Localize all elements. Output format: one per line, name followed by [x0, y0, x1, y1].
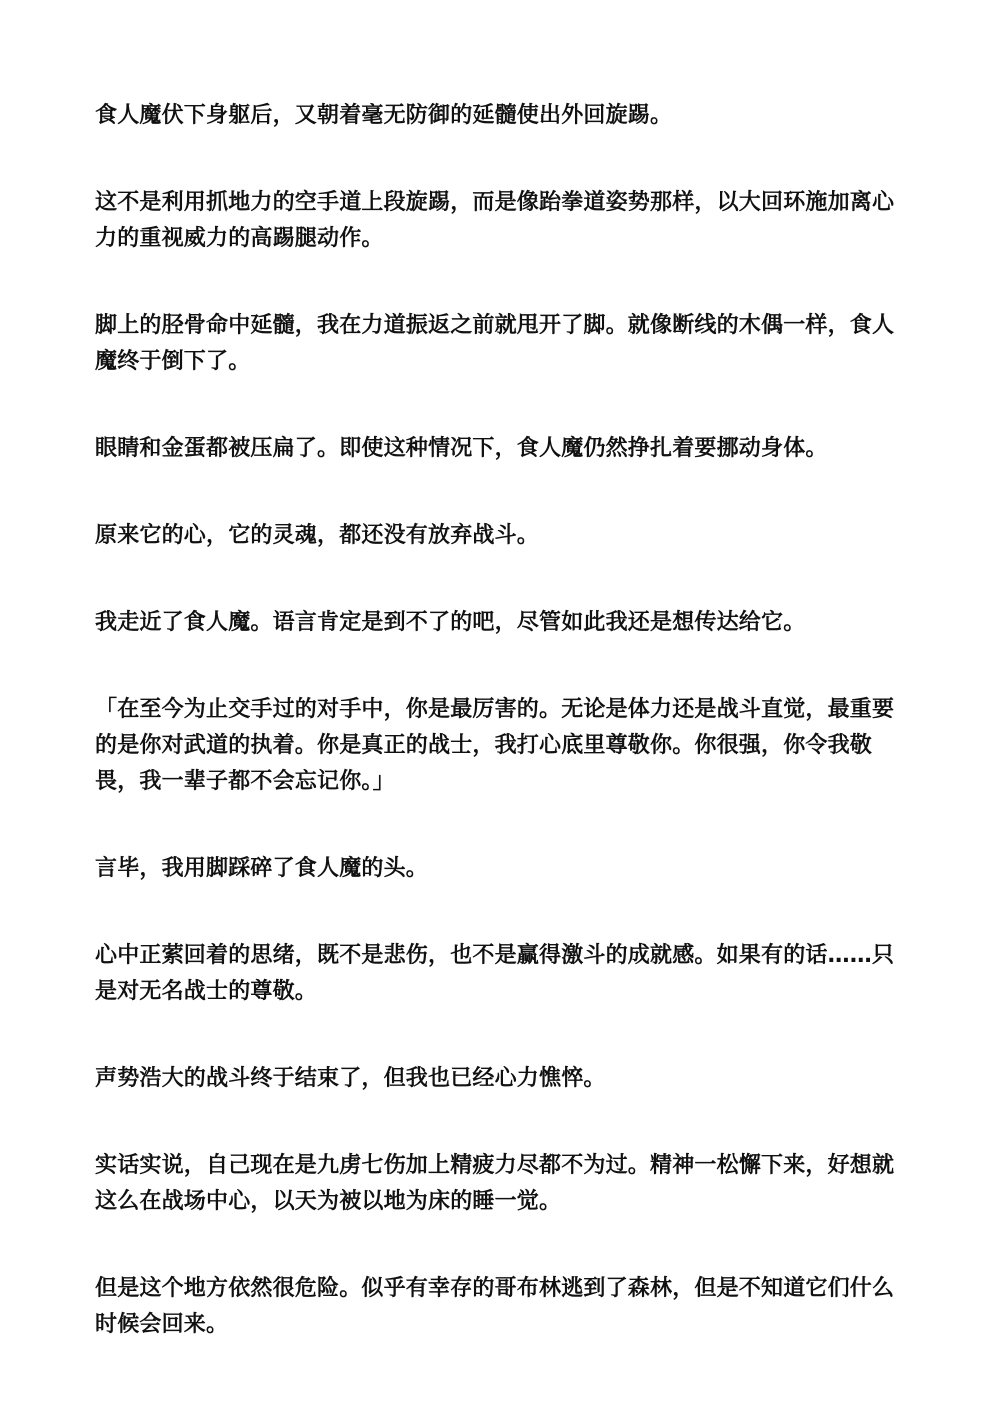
paragraph: 我走近了食人魔。语言肯定是到不了的吧，尽管如此我还是想传达给它。	[95, 610, 806, 635]
document-body	[95, 98, 905, 1343]
paragraph: 声势浩大的战斗终于结束了，但我也已经心力憔悴。	[95, 1066, 606, 1091]
paragraph: 言毕，我用脚踩碎了食人魔的头。	[95, 856, 429, 881]
paragraph: 食人魔伏下身躯后，又朝着毫无防御的延髓使出外回旋踢。	[95, 103, 673, 128]
paragraph: 实话实说，自己现在是九虏七伤加上精疲力尽都不为过。精神一松懈下来，好想就这么在战场中心，以天为被以地为床的睡一觉。	[95, 1153, 895, 1214]
dialogue-paragraph: 「在至今为止交手过的对手中，你是最厉害的。无论是体力还是战斗直觉，最重要的是你对武道的执着。你是真正的战士，我打心底里尊敬你。你很强，你令我敬畏，我一辈子都不会忘记你。」	[95, 697, 895, 794]
paragraph: 但是这个地方依然很危险。似乎有幸存的哥布林逃到了森林，但是不知道它们什么时候会回来。	[95, 1276, 895, 1337]
paragraph: 原来它的心，它的灵魂，都还没有放弃战斗。	[95, 523, 540, 548]
paragraph: 心中正萦回着的思绪，既不是悲伤，也不是赢得激斗的成就感。如果有的话……只是对无名战士的尊敬。	[95, 943, 895, 1004]
paragraph: 这不是利用抓地力的空手道上段旋踢，而是像跆拳道姿势那样，以大回环施加离心力的重视威力的高踢腿动作。	[95, 190, 895, 251]
paragraph: 脚上的胫骨命中延髓，我在力道振返之前就甩开了脚。就像断线的木偶一样，食人魔终于倒下了。	[95, 313, 895, 374]
paragraph: 眼睛和金蛋都被压扁了。即使这种情况下，食人魔仍然挣扎着要挪动身体。	[95, 436, 828, 461]
